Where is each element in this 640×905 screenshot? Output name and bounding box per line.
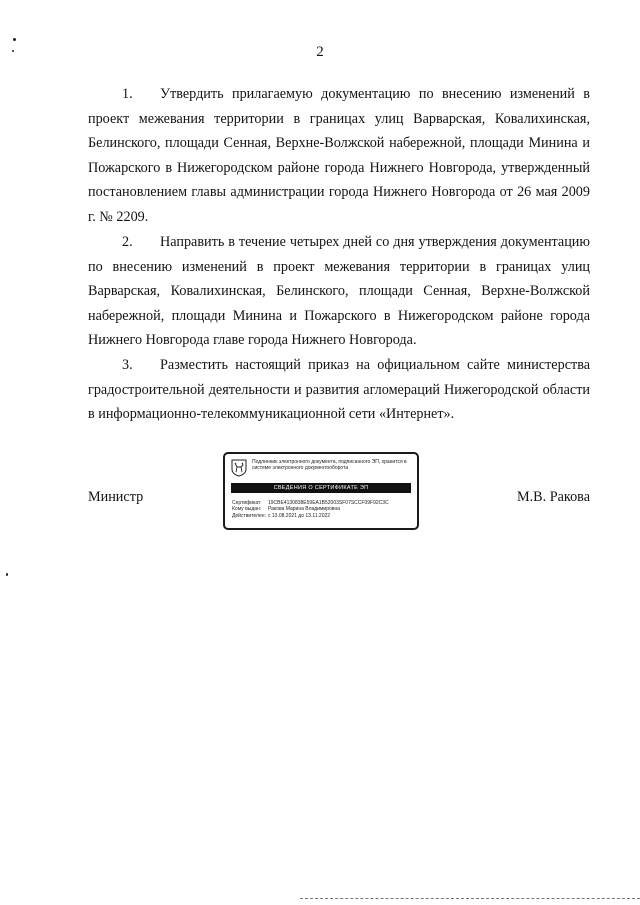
stamp-row-issued-to: Кому выдан: Ракова Марина Владимировна	[232, 506, 340, 513]
stamp-details	[232, 500, 414, 519]
paragraph-number: 1.	[122, 86, 133, 102]
paragraph-number: 2.	[122, 234, 133, 250]
page-number: 2	[316, 44, 324, 60]
signatory-title: Министр	[88, 489, 144, 505]
scan-artifact	[12, 50, 14, 52]
scan-artifact	[13, 38, 16, 41]
signatory-name: М.В. Ракова	[517, 489, 590, 505]
coat-of-arms-icon	[231, 459, 247, 477]
stamp-certificate-bar: СВЕДЕНИЯ О СЕРТИФИКАТЕ ЭП	[231, 483, 411, 493]
stamp-header: Подлинник электронного документа, подписанного ЭП, хранится в системе электронного документооборота	[252, 459, 407, 472]
paragraph-text: Направить в течение четырех дней со дня утверждения документацию по внесению изменений в проект межевания территории в границах улиц Варварская, Ковалихинская, Белинского, площади Сенная, Верхне-Волжской набережной, площади Минина и Пожарского в Нижегородском районе города Нижнего Новгорода главе города Нижнего Новгорода.	[88, 234, 590, 349]
paragraph-1	[88, 82, 590, 230]
scan-edge-line	[300, 898, 640, 900]
paragraph-text: Утвердить прилагаемую документацию по внесению изменений в проект межевания территории в границах улиц Варварская, Ковалихинская, Белинского, площади Сенная, Верхне-Волжской набережной, площади Минина и Пожарского в Нижегородском районе города Нижнего Новгорода, утвержденный постановлением главы администрации города Нижнего Новгорода от 26 мая 2009 г. № 2209.	[88, 86, 590, 225]
stamp-row-valid: Действителен: с 13.08.2021 до 13.11.2022	[232, 512, 331, 519]
stamp-row-certificate: Сертификат: 19CBE4130838E59EA1B52003SF07SCCF09F92C3C	[232, 500, 389, 506]
paragraph-number: 3.	[122, 357, 133, 373]
scan-artifact	[6, 573, 8, 576]
electronic-signature-stamp	[223, 452, 419, 530]
paragraph-2	[88, 230, 590, 353]
paragraph-text: Разместить настоящий приказ на официальном сайте министерства градостроительной деятельности и развития агломераций Нижегородской области в информационно-телекоммуникационной сети «Интернет».	[88, 357, 590, 423]
paragraph-3	[88, 353, 590, 427]
